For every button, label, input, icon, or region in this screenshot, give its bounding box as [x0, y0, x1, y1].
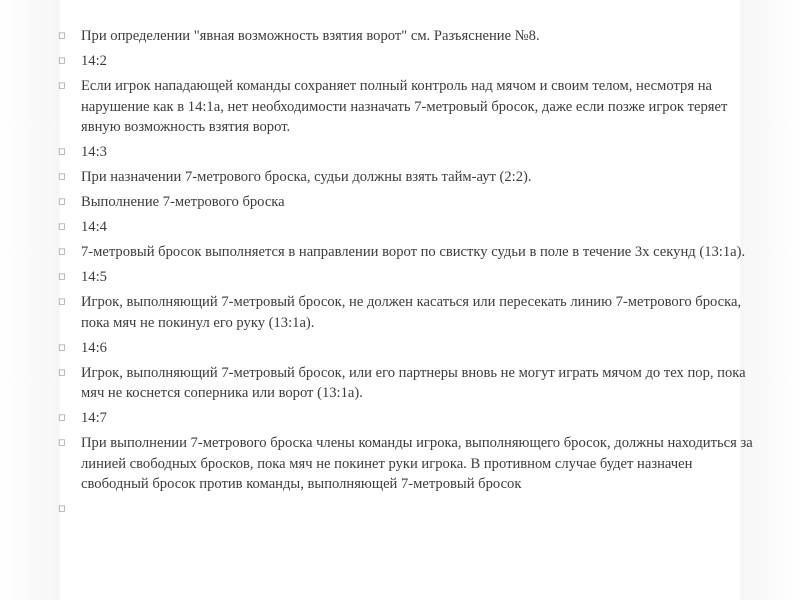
list-item-text: 7-метровый бросок выполняется в направлении ворот по свистку судьи в поле в течение 3х секунд (13:1а). — [81, 244, 746, 260]
list-item-text: Игрок, выполняющий 7-метровый бросок, или его партнеры вновь не могут играть мячом до тех пор, пока мяч не коснется соперника или ворот (13:1а). — [81, 364, 746, 401]
bullet-icon: ◻ — [58, 367, 66, 378]
list-item — [58, 267, 758, 288]
bullet-icon: ◻ — [58, 222, 66, 232]
list-item-text: 14:3 — [81, 144, 107, 160]
list-item — [58, 433, 758, 495]
list-item-text: 14:2 — [81, 53, 107, 69]
list-item — [58, 26, 758, 47]
bullet-icon: ◻ — [58, 81, 66, 91]
list-item-text: Выполнение 7-метрового броска — [81, 194, 285, 210]
left-margin-band — [0, 0, 60, 600]
bullet-icon: ◻ — [58, 504, 66, 514]
bullet-icon: ◻ — [58, 56, 66, 66]
bullet-icon: ◻ — [58, 247, 66, 257]
list-item — [58, 499, 758, 520]
list-item-text: При выполнении 7-метрового броска члены команды игрока, выполняющего бросок, должны находиться за линией свободных бросков, пока мяч не покинет руки игрока. В противном случае будет назначен свободный бросок против команды, выполняющей 7-метровый бросок — [81, 435, 753, 492]
list-item-text: 14:4 — [81, 219, 107, 235]
bullet-icon: ◻ — [58, 31, 66, 41]
bullet-icon: ◻ — [58, 197, 66, 207]
list-item-text: 14:6 — [81, 339, 107, 356]
list-item — [58, 192, 758, 213]
list-item — [58, 408, 758, 429]
list-item — [58, 242, 758, 263]
bullet-icon: ◻ — [58, 297, 66, 307]
list-item-text: 14:7 — [81, 410, 107, 426]
list-item — [58, 51, 758, 72]
list-item-text: При назначении 7-метрового броска, судьи должны взять тайм-аут (2:2). — [81, 169, 532, 185]
list-item-text: Если игрок нападающей команды сохраняет полный контроль над мячом и своим телом, несмотря на нарушение как в 14:1а, нет необходимости назначать 7-метровый бросок, даже если позже игрок теряет явную возможность взятия ворот. — [81, 78, 728, 135]
list-item — [58, 338, 758, 359]
bullet-icon: ◻ — [58, 272, 66, 282]
list-item — [58, 217, 758, 238]
list-item — [58, 142, 758, 163]
bullet-icon: ◻ — [58, 342, 66, 353]
list-item-text: При определении "явная возможность взятия ворот" см. Разъяснение №8. — [81, 28, 540, 44]
bullet-icon: ◻ — [58, 413, 66, 423]
list-item — [58, 363, 758, 404]
list-item-text: Игрок, выполняющий 7-метровый бросок, не должен касаться или пересекать линию 7-метрового броска, пока мяч не покинул его руку (13:1а). — [81, 294, 742, 331]
list-item — [58, 167, 758, 188]
bullet-icon: ◻ — [58, 438, 66, 448]
list-item — [58, 292, 758, 333]
list-item — [58, 76, 758, 138]
bullet-icon: ◻ — [58, 147, 66, 157]
bullet-list — [58, 26, 758, 524]
bullet-icon: ◻ — [58, 172, 66, 182]
list-item-text: 14:5 — [81, 269, 107, 285]
